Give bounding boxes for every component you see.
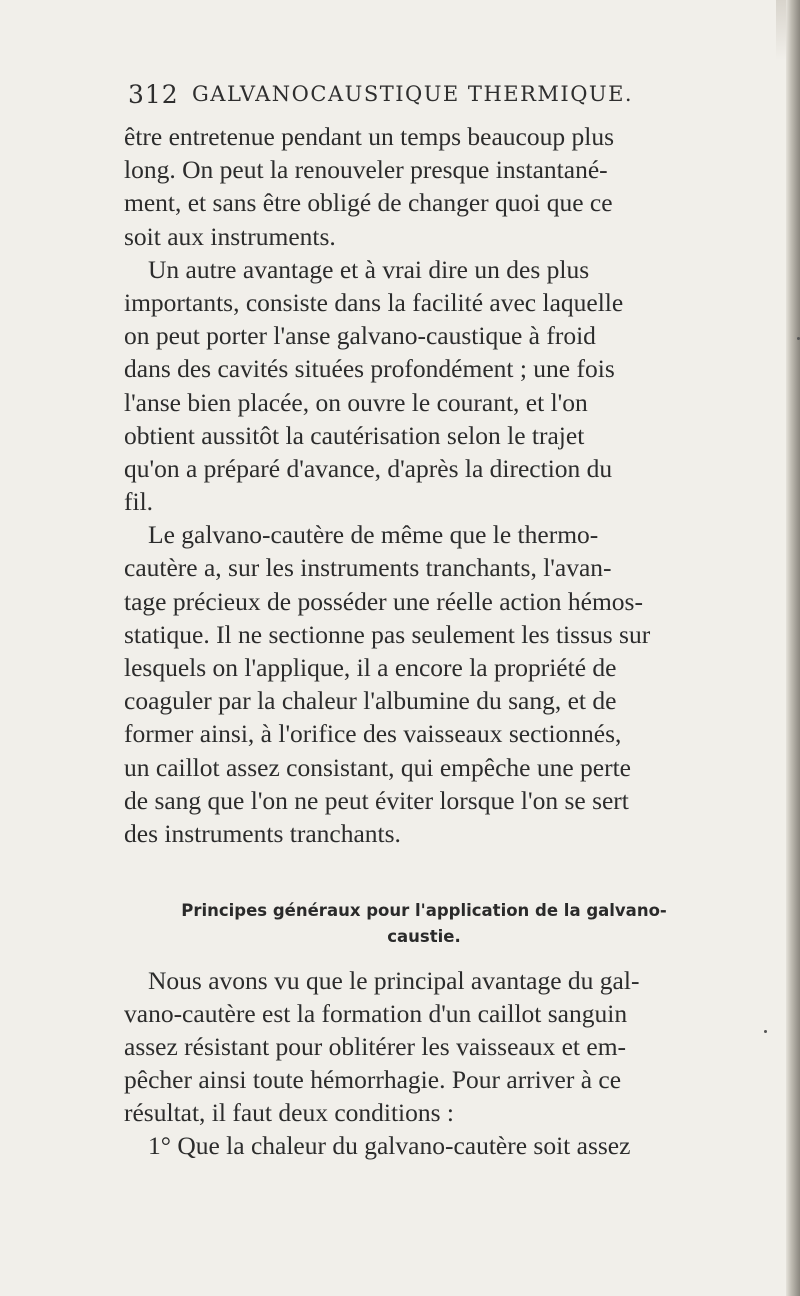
text-line: soit aux instruments. bbox=[124, 221, 336, 251]
text-line: pêcher ainsi toute hémorrhagie. Pour arriver à ce bbox=[124, 1065, 622, 1094]
text-line: importants, consiste dans la facilité avec laquelle bbox=[124, 287, 624, 317]
text-line: être entretenue pendant un temps beaucoup plus bbox=[124, 122, 614, 151]
text-line: de sang que l'on ne peut éviter lorsque l'on se sert bbox=[124, 785, 629, 815]
page-edge-shadow bbox=[786, 0, 800, 1296]
text-line: on peut porter l'anse galvano-caustique à froid bbox=[124, 321, 596, 351]
running-header bbox=[128, 80, 688, 114]
text-line: statique. Il ne sectionne pas seulement les tissus sur bbox=[124, 619, 651, 649]
text-line: vano-cautère est la formation d'un caillot sanguin bbox=[124, 999, 628, 1028]
text-line: 1° Que la chaleur du galvano-cautère soit assez bbox=[148, 1131, 631, 1160]
text-line: lesquels on l'applique, il a encore la propriété de bbox=[124, 653, 617, 682]
text-line: long. On peut la renouveler presque instantané- bbox=[124, 155, 608, 185]
section-text bbox=[124, 964, 724, 1162]
text-line: assez résistant pour oblitérer les vaisseaux et em- bbox=[124, 1032, 627, 1061]
page-number: 312 bbox=[128, 80, 179, 109]
scan-speck bbox=[764, 1030, 767, 1033]
text-line: Un autre avantage et à vrai dire un des plus bbox=[148, 254, 590, 284]
text-line: cautère a, sur les instruments tranchants, l'avan- bbox=[124, 553, 612, 583]
text-line: coaguler par la chaleur l'albumine du sang, et de bbox=[124, 686, 617, 716]
text-line: fil. bbox=[124, 487, 154, 517]
text-line: tage précieux de posséder une réelle action hémos- bbox=[124, 586, 643, 616]
paragraph-hemostatic bbox=[124, 518, 724, 850]
text-line: ment, et sans être obligé de changer quoi que ce bbox=[124, 188, 613, 218]
text-line: former ainsi, à l'orifice des vaisseaux sectionnés, bbox=[124, 719, 622, 749]
section-heading bbox=[124, 898, 724, 950]
page-corner-shadow bbox=[776, 0, 786, 60]
text-line: des instruments tranchants. bbox=[124, 818, 401, 848]
main-text bbox=[124, 120, 724, 850]
text-line: résultat, il faut deux conditions : bbox=[124, 1098, 455, 1127]
text-line: dans des cavités situées profondément ; une fois bbox=[124, 354, 615, 384]
text-line: Le galvano-cautère de même que le thermo- bbox=[148, 520, 599, 550]
text-line: un caillot assez consistant, qui empêche une perte bbox=[124, 752, 631, 782]
text-line: qu'on a préparé d'avance, d'après la direction du bbox=[124, 453, 613, 483]
paragraph-continuation bbox=[124, 120, 724, 253]
heading-line: caustie. bbox=[387, 927, 461, 946]
text-line: obtient aussitôt la cautérisation selon le trajet bbox=[124, 420, 585, 450]
heading-line: Principes généraux pour l'application de la galvano- bbox=[181, 901, 667, 920]
text-line: l'anse bien placée, on ouvre le courant, et l'on bbox=[124, 387, 588, 417]
running-title: GALVANOCAUSTIQUE THERMIQUE. bbox=[192, 82, 634, 106]
paragraph-advantage bbox=[124, 253, 724, 519]
text-line: Nous avons vu que le principal avantage du gal- bbox=[148, 966, 640, 995]
